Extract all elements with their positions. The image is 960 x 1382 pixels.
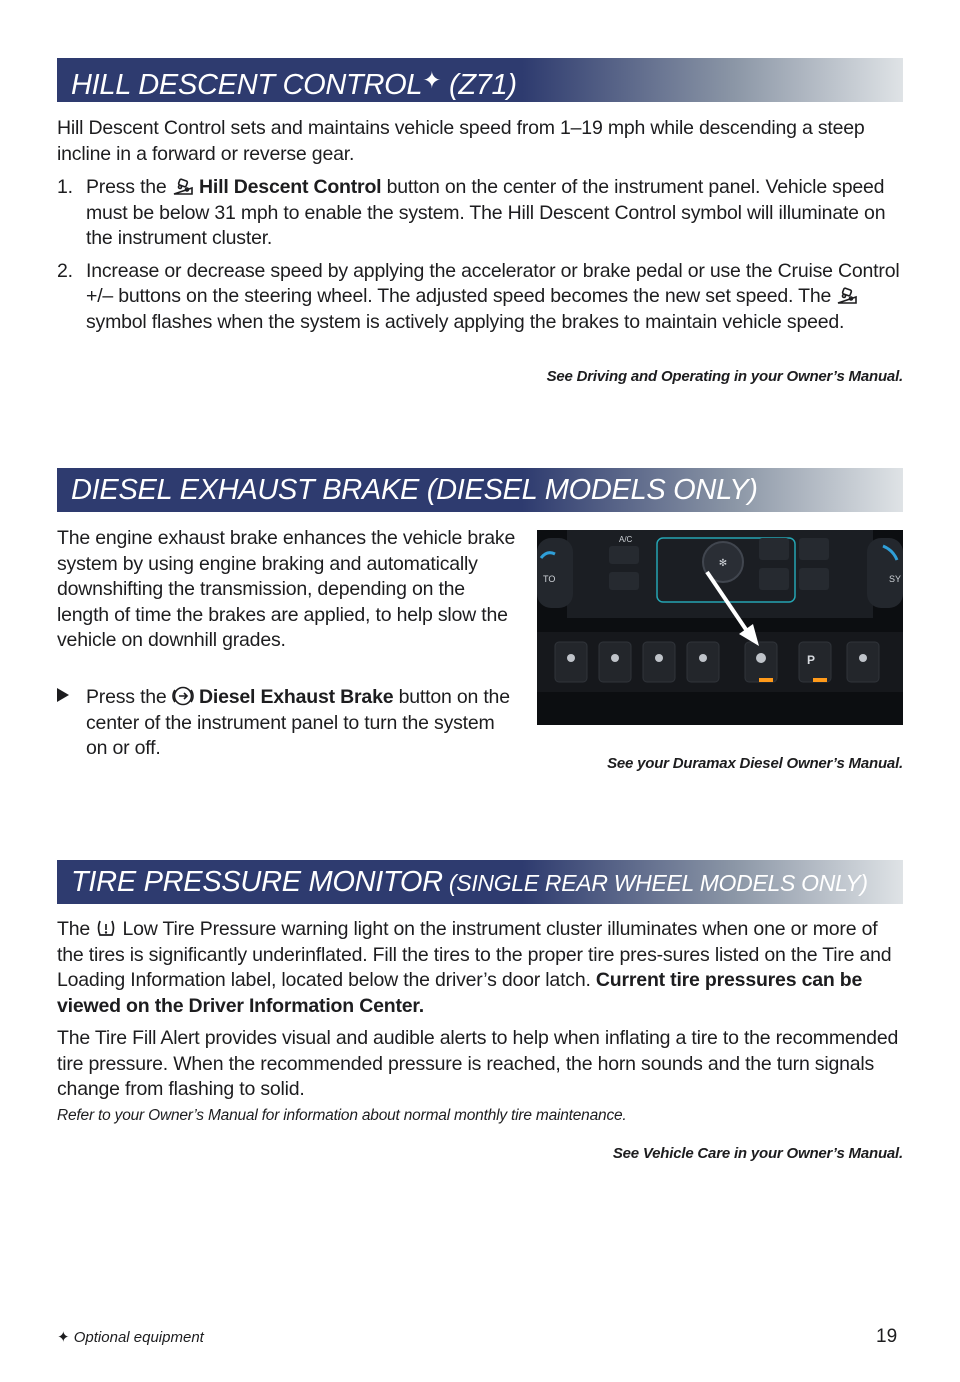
- tire-reference: See Vehicle Care in your Owner’s Manual.: [612, 1145, 903, 1162]
- bullet-arrow-icon: [57, 688, 69, 702]
- instrument-panel-photo: [537, 530, 903, 725]
- tire-para-1: The Low Tire Pressure warning light on the instrument cluster illuminates when one or more of the tires is significantly underinflated. Fill the tires to the proper tire pres-sures listed on the Tire and Loading Information label, located below the driver’s door latch. Current tire pressures can be viewed on the Driver Information Center.: [57, 918, 892, 1017]
- tire-maintenance-note: Refer to your Owner’s Manual for information about normal monthly tire maintenance.: [57, 1107, 627, 1124]
- page-number: 19: [876, 1326, 898, 1347]
- hill-descent-icon: [836, 285, 858, 305]
- hill-step-2: 2. Increase or decrease speed by applying the accelerator or brake pedal or use the Cruise Control +/– buttons on the steering wheel. The adjusted speed becomes the new set speed. The symbol flashes when the system is actively applying the brakes to maintain vehicle speed.: [57, 259, 900, 333]
- hill-reference: See Driving and Operating in your Owner’s Manual.: [546, 368, 903, 385]
- sync-label: SY: [889, 574, 902, 584]
- diesel-brake-heading: DIESEL EXHAUST BRAKE (DIESEL MODELS ONLY): [57, 468, 903, 512]
- park-assist-label: P: [807, 653, 816, 667]
- exhaust-brake-icon: [172, 686, 194, 706]
- diesel-bullet: Press the Diesel Exhaust Brake button on the center of the instrument panel to turn the system on or off.: [86, 686, 510, 759]
- hill-descent-heading: HILL DESCENT CONTROL✦ (Z71): [57, 58, 903, 102]
- low-tire-pressure-icon: [95, 918, 117, 938]
- hill-descent-icon: [172, 176, 194, 196]
- tire-para-2: The Tire Fill Alert provides visual and audible alerts to help when inflating a tire to the recommended tire pressure. When the recommended pressure is reached, the horn sounds and the turn signals change from flashing to solid.: [57, 1027, 899, 1100]
- diesel-intro: The engine exhaust brake enhances the vehicle brake system by using engine braking and automatically downshifting the transmission, depending on the length of time the brakes are applied, to help slow the vehicle on downhill grades.: [57, 527, 516, 651]
- diesel-reference: See your Duramax Diesel Owner’s Manual.: [607, 755, 903, 772]
- hill-steps: [57, 175, 907, 342]
- svg-text:✻: ✻: [718, 558, 728, 569]
- optional-star-icon: ✦: [57, 1329, 70, 1346]
- instrument-panel-illustration: [537, 530, 903, 725]
- auto-label: TO: [543, 574, 556, 584]
- optional-equipment-note: ✦ Optional equipment: [57, 1329, 204, 1346]
- tire-pressure-heading: TIRE PRESSURE MONITOR (SINGLE REAR WHEEL MODELS ONLY): [57, 860, 903, 904]
- ac-label: A/C: [619, 535, 633, 544]
- hill-intro: Hill Descent Control sets and maintains vehicle speed from 1–19 mph while descending a steep incline in a forward or reverse gear.: [57, 117, 865, 165]
- optional-star-icon: ✦: [422, 67, 442, 93]
- hill-step-1: 1. Press the Hill Descent Control button on the center of the instrument panel. Vehicle speed must be below 31 mph to enable the system. The Hill Descent Control symbol will illuminate on the instrument cluster.: [57, 176, 886, 249]
